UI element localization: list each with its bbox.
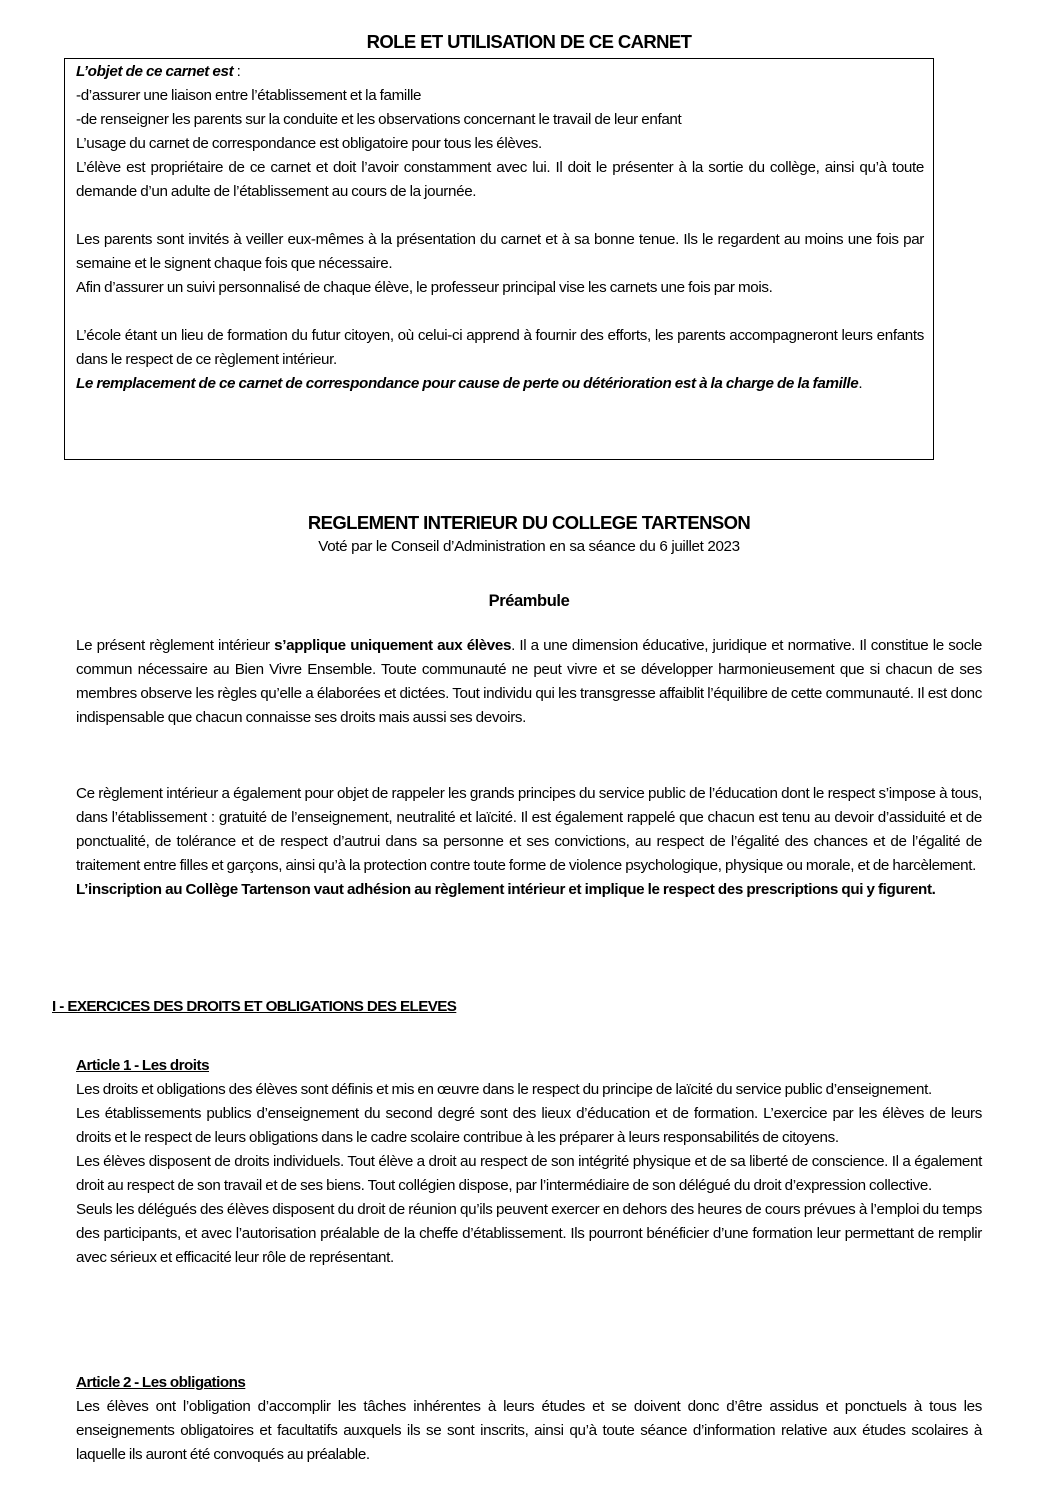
article-1: [76, 1054, 982, 1270]
preamble-paragraph-2: Ce règlement intérieur a également pour objet de rappeler les grands principes du service public de l’éducation dont le respect s’impose à tous, dans l’établissement : gratuité de l’enseignement, neutralité et laïcité. Il est également rappelé que chacun est tenu au devoir d’assiduité et de ponctualité, de tolérance et de respect d’autrui dans sa personne et ses convictions, au respect de l’égalité des chances et de l’égalité de traitement entre filles et garçons, ainsi qu’à la protection contre toute forme de violence psychologique, physique ou morale, et de harcèlement. L’inscription au Collège Tartenson vaut adhésion au règlement intérieur et implique le respect des prescriptions qui y figurent.: [76, 782, 982, 902]
article-paragraph: Seuls les délégués des élèves disposent du droit de réunion qu’ils peuvent exercer en dehors des heures de cours prévues à l’emploi du temps des participants, et avec l’autorisation préalable de la cheffe d’établissement. Ils pourront bénéficier d’une formation leur permettant de remplir avec sérieux et efficacité leur rôle de représentant.: [76, 1201, 982, 1266]
object-item: -de renseigner les parents sur la conduite et les observations concernant le travail de leur enfant: [76, 111, 682, 128]
object-line: L’objet de ce carnet est :: [76, 63, 241, 80]
replacement-text: Le remplacement de ce carnet de correspondance pour cause de perte ou détérioration est à la charge de la famille.: [76, 375, 863, 392]
inscription-text: L’inscription au Collège Tartenson vaut adhésion au règlement intérieur et implique le respect des prescriptions qui y figurent.: [76, 881, 936, 898]
object-label: L’objet de ce carnet est: [76, 63, 234, 80]
role-box: [64, 58, 934, 460]
article-2: [76, 1371, 982, 1467]
object-item: -d’assurer une liaison entre l’établissement et la famille: [76, 87, 422, 104]
section-title: I - EXERCICES DES DROITS ET OBLIGATIONS DES ELEVES: [52, 998, 457, 1015]
follow-up-text: Afin d’assurer un suivi personnalisé de chaque élève, le professeur principal vise les carnets une fois par mois.: [76, 279, 773, 296]
article-paragraph: Les élèves disposent de droits individuels. Tout élève a droit au respect de son intégrité physique et de sa liberté de conscience. Il a également droit au respect de son travail et de ses biens. Tout collégien dispose, par l’intermédiaire de son délégué du droit d’expression collective.: [76, 1153, 982, 1194]
preamble-paragraph-1: Le présent règlement intérieur s’applique uniquement aux élèves. Il a une dimension éducative, juridique et normative. Il constitue le socle commun nécessaire au Bien Vivre Ensemble. Toute communauté ne peut vivre et se développer harmonieusement que si chacun de ses membres observe les règles qu’elle a élaborées et dictées. Tout individu qui les transgresse affaiblit l’équilibre de cette communauté. Il est donc indispensable que chacun connaisse ses droits mais aussi ses devoirs.: [76, 637, 982, 726]
article-paragraph: Les établissements publics d’enseignement du second degré sont des lieux d’éducation et de formation. L’exercice par les élèves de leurs droits et le respect de leurs obligations dans le cadre scolaire contribue à les préparer à leurs responsabilités de citoyens.: [76, 1105, 982, 1146]
article-paragraph: Les élèves ont l’obligation d’accomplir les tâches inhérentes à leurs études et se doivent donc d’être assidus et ponctuels à tous les enseignements obligatoires et facultatifs auxquels ils se sont inscrits, ainsi qu’à toute séance d’information relative aux études scolaires à laquelle ils auront été convoqués au préalable.: [76, 1398, 982, 1463]
article-paragraph: Les droits et obligations des élèves sont définis et mis en œuvre dans le respect du principe de laïcité du service public d’enseignement.: [76, 1081, 932, 1098]
article-title: Article 1 - Les droits: [76, 1057, 210, 1074]
reglement-subtitle: Voté par le Conseil d’Administration en sa séance du 6 juillet 2023: [318, 538, 740, 555]
preamble-title: Préambule: [488, 592, 570, 610]
reglement-title: REGLEMENT INTERIEUR DU COLLEGE TARTENSON: [307, 512, 751, 533]
role-title: ROLE ET UTILISATION DE CE CARNET: [366, 31, 692, 52]
usage-text: L’usage du carnet de correspondance est obligatoire pour tous les élèves.: [76, 135, 542, 152]
parents-text: Les parents sont invités à veiller eux-mêmes à la présentation du carnet et à sa bonne tenue. Ils le regardent au moins une fois par semaine et le signent chaque fois que nécessaire.: [76, 231, 924, 272]
article-title: Article 2 - Les obligations: [76, 1374, 246, 1391]
school-text: L’école étant un lieu de formation du futur citoyen, où celui-ci apprend à fournir des efforts, les parents accompagneront leurs enfants dans le respect de ce règlement intérieur.: [76, 327, 924, 368]
owner-text: L’élève est propriétaire de ce carnet et doit l’avoir constamment avec lui. Il doit le présenter à la sortie du collège, ainsi qu’à toute demande d’un adulte de l’établissement au cours de la journée.: [76, 159, 924, 200]
